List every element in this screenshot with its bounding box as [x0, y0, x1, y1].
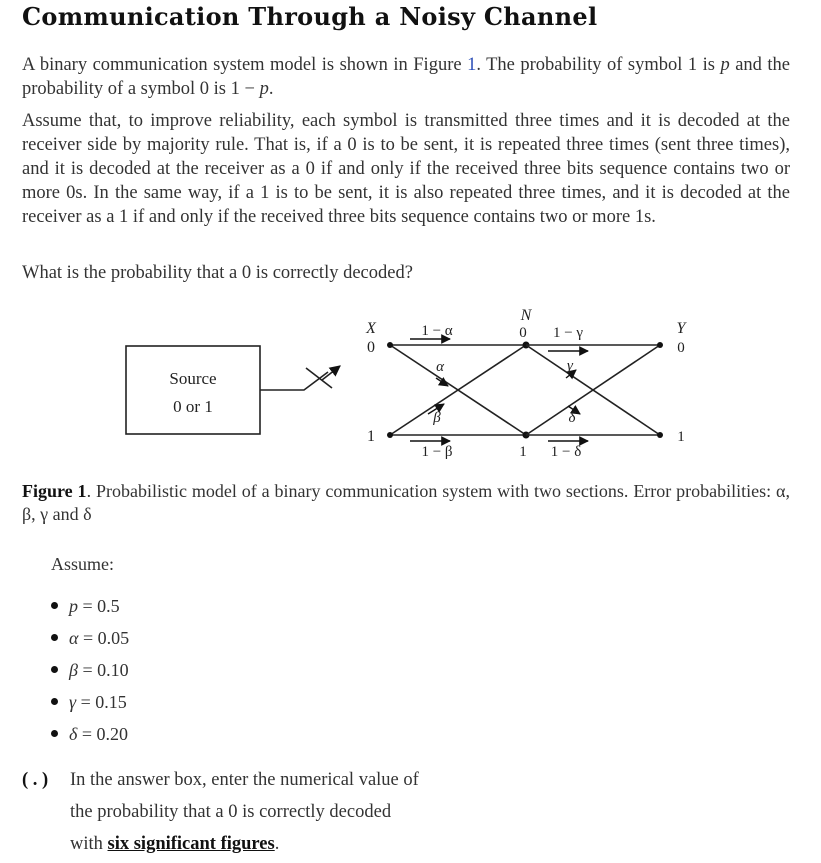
bullet-icon	[51, 666, 58, 673]
channel-diagram	[0, 300, 821, 470]
assume-label: Assume:	[51, 554, 114, 574]
list-item: β = 0.10	[51, 654, 129, 686]
switch-tip	[322, 366, 340, 380]
x-label: X	[366, 320, 376, 337]
x0-label: 0	[367, 339, 375, 356]
answer-prompt	[22, 764, 542, 860]
figure-caption: Figure 1. Probabilistic model of a binary communication system with two sections. Error probabilities: α, β, γ and δ	[22, 481, 790, 524]
bullet-icon	[51, 730, 58, 737]
n0-label: 0	[519, 325, 527, 341]
n-label: N	[520, 307, 532, 324]
one-minus-gamma-label: 1 − γ	[552, 325, 584, 341]
delta-label: δ	[568, 410, 576, 426]
one-minus-alpha-label: 1 − α	[421, 323, 453, 339]
switch-line	[260, 372, 328, 390]
x1-label: 1	[367, 428, 375, 445]
bullet-icon	[51, 602, 58, 609]
gamma-label: γ	[567, 358, 573, 374]
list-item: γ = 0.15	[51, 686, 129, 718]
alpha-label: α	[436, 359, 444, 375]
n1-label: 1	[519, 444, 527, 460]
source-box	[126, 346, 260, 434]
list-item: α = 0.05	[51, 622, 129, 654]
question-marker: ( . )	[22, 770, 49, 790]
answer-line-3: with six significant figures.	[70, 834, 280, 854]
page-title: Communication Through a Noisy Channel	[22, 2, 598, 31]
question-text: What is the probability that a 0 is correctly decoded?	[22, 263, 413, 283]
source-sub-label: 0 or 1	[173, 397, 213, 416]
y0-label: 0	[677, 340, 685, 356]
answer-line-2: the probability that a 0 is correctly decoded	[70, 802, 392, 822]
x1-dot	[387, 432, 393, 438]
beta-label: β	[433, 410, 441, 426]
bullet-icon	[51, 698, 58, 705]
source-label: Source	[169, 369, 217, 388]
y-label: Y	[676, 320, 686, 337]
x0-dot	[387, 342, 393, 348]
assumption-paragraph: Assume that, to improve reliability, each symbol is transmitted three times and it is decoded at the receiver side by majority rule. That is, if a 0 is to be sent, it is repeated three times (sent three times), and it is decoded at the receiver as a 0 if and only if the received three bits sequence contains two or more 0s. In the same way, if a 1 is to be sent, it is also repeated three times, and it is decoded at the receiver as a 1 if and only if the received three bits sequence contains two or more 1s.	[22, 111, 790, 227]
bullet-icon	[51, 634, 58, 641]
y1-dot	[657, 432, 663, 438]
figure-link[interactable]: 1	[467, 55, 477, 75]
parameter-list	[51, 590, 129, 750]
one-minus-delta-label: 1 − δ	[550, 444, 582, 460]
answer-line-1: ( . ) In the answer box, enter the numerical value of	[22, 764, 542, 796]
y1-label: 1	[677, 429, 685, 445]
intro-paragraph: A binary communication system model is shown in Figure 1. The probability of symbol 1 is p and the probability of a symbol 0 is 1 − p.	[22, 55, 790, 99]
one-minus-beta-label: 1 − β	[421, 444, 453, 460]
list-item: p = 0.5	[51, 590, 129, 622]
list-item: δ = 0.20	[51, 718, 129, 750]
y0-dot	[657, 342, 663, 348]
